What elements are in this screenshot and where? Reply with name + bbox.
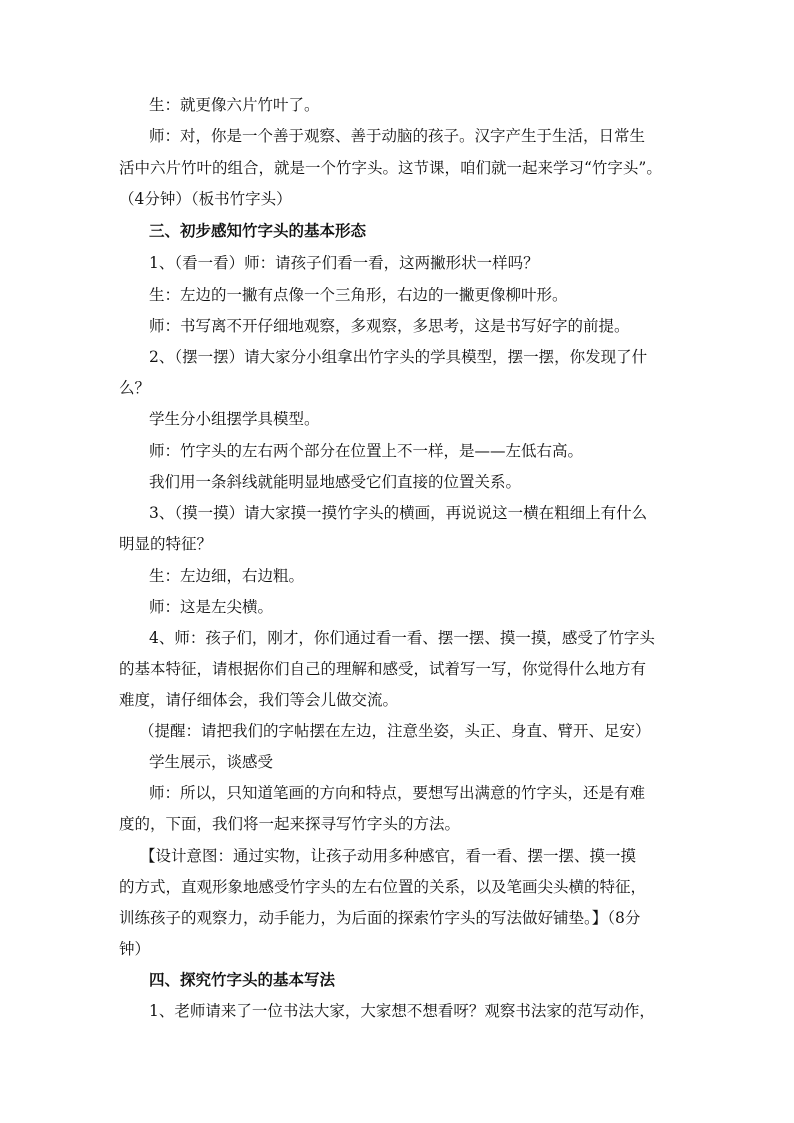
text-line: 训练孩子的观察力，动手能力，为后面的探索竹字头的写法做好铺垫。】（8分	[119, 909, 641, 927]
text-line: 难度，请仔细体会，我们等会儿做交流。	[119, 691, 399, 709]
text-line: 师：书写离不开仔细地观察，多观察，多思考，这是书写好字的前提。	[149, 317, 630, 335]
text-line: 的方式，直观形象地感受竹字头的左右位置的关系，以及笔画尖头横的特征，	[119, 878, 647, 896]
text-line: 3、（摸一摸）请大家摸一摸竹字头的横画，再说说这一横在粗细上有什么	[149, 504, 648, 522]
text-line: 生：就更像六片竹叶了。	[149, 96, 320, 114]
text-line: 1、老师请来了一位书法大家，大家想不想看呀？观察书法家的范写动作，	[149, 1002, 655, 1020]
text-line: 学生展示，谈感受	[149, 753, 274, 771]
text-line: 2、（摆一摆）请大家分小组拿出竹字头的学具模型，摆一摆，你发现了什	[149, 348, 648, 366]
text-line: 的基本特征，请根据你们自己的理解和感受，试着写一写，你觉得什么地方有	[119, 660, 647, 678]
text-line: （4分钟）（板书竹字头）	[119, 190, 292, 208]
text-line: 学生分小组摆学具模型。	[149, 410, 320, 428]
section-heading: 三、初步感知竹字头的基本形态	[149, 221, 367, 240]
text-line: 活中六片竹叶的组合，就是一个竹字头。这节课，咱们就一起来学习“竹字头”。	[119, 159, 662, 177]
design-intent: 【设计意图：通过实物，让孩子动用多种感官，看一看、摆一摆、摸一摸	[140, 847, 637, 865]
text-line: 生：左边的一撇有点像一个三角形，右边的一撇更像柳叶形。	[149, 286, 568, 304]
text-line: 么？	[119, 379, 151, 397]
text-line: 度的，下面，我们将一起来探寻写竹字头的方法。	[119, 815, 461, 833]
text-line: 生：左边细，右边粗。	[149, 567, 305, 585]
text-line: 师：对，你是一个善于观察、善于动脑的孩子。汉字产生于生活，日常生	[149, 127, 646, 145]
text-line: 师：所以，只知道笔画的方向和特点，要想写出满意的竹字头，还是有难	[149, 784, 646, 802]
reminder-note: （提醒：请把我们的字帖摆在左边，注意坐姿，头正、身直、臂开、足安）	[139, 722, 651, 740]
text-line: 师：竹字头的左右两个部分在位置上不一样，是——左低右高。	[149, 442, 584, 460]
text-line: 师：这是左尖横。	[149, 598, 274, 616]
section-heading: 四、探究竹字头的基本写法	[149, 970, 336, 989]
text-line: 钟）	[119, 940, 151, 958]
text-line: 明显的特征？	[119, 535, 213, 553]
text-line: 4、师：孩子们，刚才，你们通过看一看、摆一摆、摸一摸，感受了竹字头	[149, 629, 655, 647]
text-line: 我们用一条斜线就能明显地感受它们直接的位置关系。	[149, 473, 522, 491]
text-line: 1、（看一看）师：请孩子们看一看，这两撇形状一样吗？	[149, 254, 539, 272]
